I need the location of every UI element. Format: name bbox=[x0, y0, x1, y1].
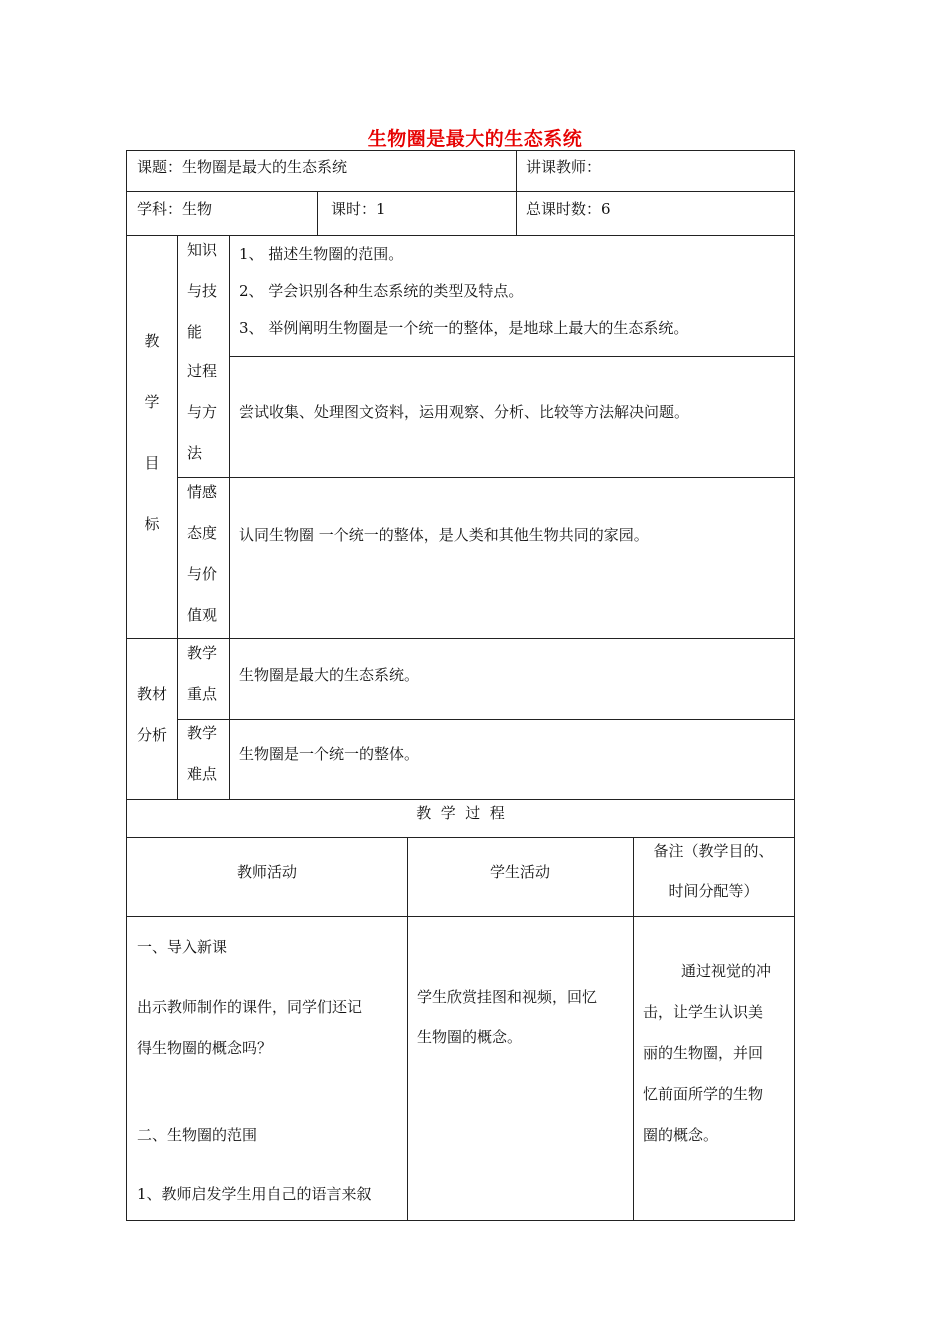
section2-item: 1、教师启发学生用自己的语言来叙 bbox=[137, 1185, 372, 1203]
emotion-label-line: 值观 bbox=[187, 606, 218, 624]
col-divider bbox=[177, 235, 178, 799]
knowledge-item: 1、 描述生物圈的范围。 bbox=[239, 245, 404, 263]
col-divider bbox=[317, 191, 318, 235]
difficulty-label-line: 教学 bbox=[187, 724, 218, 742]
row-divider bbox=[177, 719, 794, 720]
key-point-text: 生物圈是最大的生态系统。 bbox=[239, 666, 420, 684]
key-point-label bbox=[187, 643, 217, 725]
row-divider bbox=[127, 191, 794, 192]
notes-line: 击，让学生认识美 bbox=[643, 1003, 764, 1021]
difficulty-label-line: 难点 bbox=[187, 765, 218, 783]
intro-text-line: 出示教师制作的课件，同学们还记 bbox=[137, 998, 363, 1016]
objectives-label-char: 教 bbox=[144, 332, 160, 350]
intro-text-line: 得生物圈的概念吗？ bbox=[137, 1039, 273, 1057]
total-periods-cell: 总课时数：6 bbox=[526, 200, 611, 218]
lesson-plan-table bbox=[126, 150, 795, 1221]
process-label-line: 与方 bbox=[187, 403, 218, 421]
analysis-label-line: 分析 bbox=[136, 726, 167, 744]
notes-text bbox=[643, 961, 771, 1145]
row-divider bbox=[127, 235, 794, 236]
knowledge-label-line: 知识 bbox=[187, 241, 218, 259]
objectives-label-char: 学 bbox=[144, 393, 160, 411]
notes-line: 忆前面所学的生物 bbox=[643, 1085, 764, 1103]
teacher-cell: 讲课教师： bbox=[526, 158, 602, 176]
topic-cell: 课题：生物圈是最大的生态系统 bbox=[137, 158, 348, 176]
notes-header-line: 备注（教学目的、 bbox=[653, 842, 774, 860]
analysis-label bbox=[127, 684, 177, 766]
key-point-label-line: 教学 bbox=[187, 644, 218, 662]
process-label bbox=[187, 361, 217, 484]
col-divider bbox=[407, 837, 408, 1220]
notes-header-line: 时间分配等） bbox=[668, 882, 759, 900]
difficulty-label bbox=[187, 723, 217, 805]
student-activity-text bbox=[417, 987, 597, 1047]
period-cell: 课时：1 bbox=[331, 200, 386, 218]
notes-line: 丽的生物圈，并回 bbox=[643, 1044, 764, 1062]
knowledge-item: 3、 举例阐明生物圈是一个统一的整体，是地球上最大的生态系统。 bbox=[239, 319, 689, 337]
document-title: 生物圈是最大的生态系统 bbox=[367, 128, 583, 150]
notes-line: 通过视觉的冲 bbox=[681, 962, 772, 980]
row-divider bbox=[127, 837, 794, 838]
student-activity-line: 学生欣赏挂图和视频，回忆 bbox=[417, 988, 598, 1006]
intro-text bbox=[137, 997, 362, 1058]
student-activity-header: 学生活动 bbox=[489, 863, 550, 881]
col-divider bbox=[229, 235, 230, 799]
knowledge-label-line: 能 bbox=[187, 323, 203, 341]
row-divider bbox=[127, 638, 794, 639]
knowledge-item: 2、 学会识别各种生态系统的类型及特点。 bbox=[239, 282, 524, 300]
emotion-label-line: 与价 bbox=[187, 565, 218, 583]
subject-cell: 学科：生物 bbox=[137, 200, 213, 218]
row-divider bbox=[127, 799, 794, 800]
section2-heading: 二、生物圈的范围 bbox=[137, 1126, 258, 1144]
emotion-label-line: 态度 bbox=[187, 524, 218, 542]
process-text: 尝试收集、处理图文资料，运用观察、分析、比较等方法解决问题。 bbox=[239, 403, 690, 421]
process-label-line: 法 bbox=[187, 444, 203, 462]
teacher-activity-header: 教师活动 bbox=[236, 863, 297, 881]
process-label-line: 过程 bbox=[187, 362, 218, 380]
process-section-header: 教 学 过 程 bbox=[416, 804, 505, 822]
notes-header bbox=[633, 841, 794, 901]
emotion-label bbox=[187, 482, 217, 646]
col-divider bbox=[516, 151, 517, 235]
key-point-label-line: 重点 bbox=[187, 685, 218, 703]
notes-line: 圈的概念。 bbox=[643, 1126, 719, 1144]
objectives-label-char: 目 bbox=[144, 454, 160, 472]
emotion-text: 认同生物圈 一个统一的整体，是人类和其他生物共同的家园。 bbox=[239, 526, 649, 544]
emotion-label-line: 情感 bbox=[187, 483, 218, 501]
row-divider bbox=[229, 356, 794, 357]
knowledge-list bbox=[239, 244, 688, 355]
analysis-label-line: 教材 bbox=[136, 685, 167, 703]
objectives-label bbox=[127, 331, 177, 591]
row-divider bbox=[177, 477, 794, 478]
difficulty-text: 生物圈是一个统一的整体。 bbox=[239, 745, 420, 763]
knowledge-label-line: 与技 bbox=[187, 282, 218, 300]
objectives-label-char: 标 bbox=[144, 515, 160, 533]
row-divider bbox=[127, 916, 794, 917]
student-activity-line: 生物圈的概念。 bbox=[417, 1028, 523, 1046]
intro-heading: 一、导入新课 bbox=[137, 938, 228, 956]
knowledge-label bbox=[187, 240, 217, 363]
